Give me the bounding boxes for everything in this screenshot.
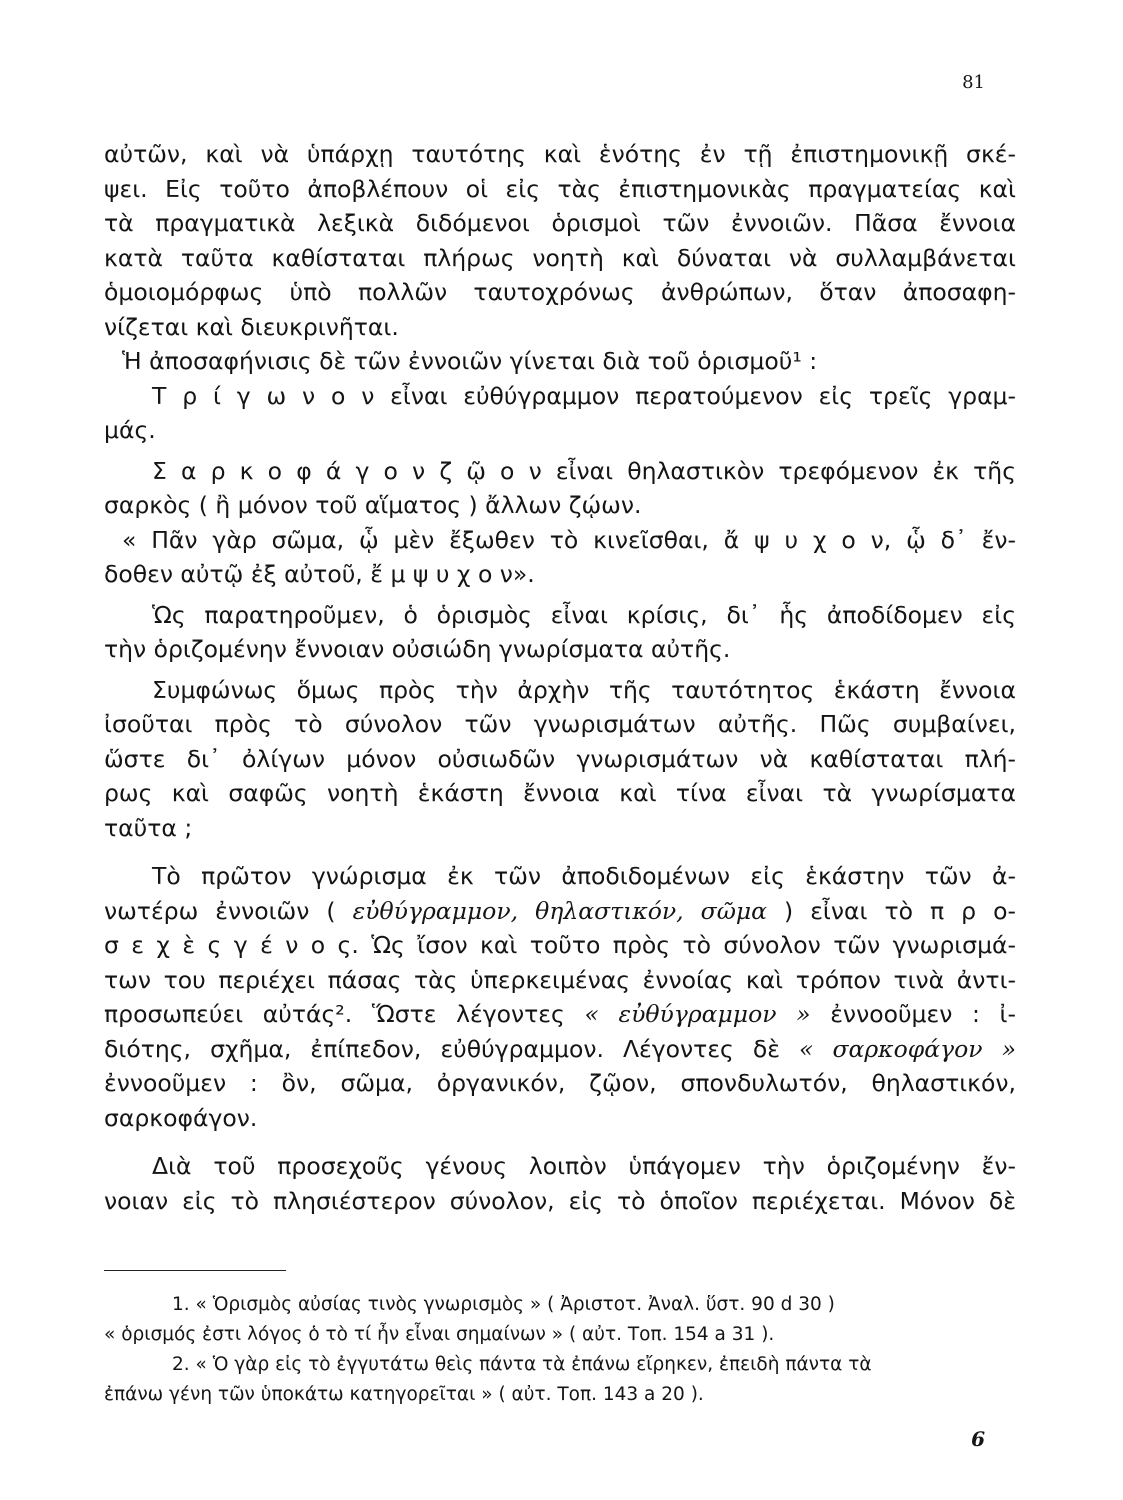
text-run: ἐννοοῦμεν : ἰ- [830, 1000, 1016, 1028]
quote-text: ». [512, 560, 535, 588]
text-line: σαρκοφάγον. [104, 1103, 258, 1132]
text-line: Συμφώνως ὅμως πρὸς τὴν ἀρχὴν τῆς ταυτότητος ἑκάστη ἔννοια [152, 675, 1016, 704]
text-line: αὐτῶν, καὶ νὰ ὑπάρχῃ ταυτότης καὶ ἑνότης ἐν τῇ ἐπιστημονικῇ σκέ- [104, 140, 1016, 168]
footnote-line: 1. « Ὁρισμὸς αὐσίας τινὸς γνωρισμὸς » ( Ἀριστοτ. Ἀναλ. ὕστ. 90 d 30 ) [172, 1294, 835, 1315]
quote-line [104, 523, 1016, 558]
italic-term: « σαρκοφάγον » [799, 1034, 1016, 1063]
italic-terms: εὐθύγραμμον, θηλαστικόν, σῶμα [352, 896, 768, 925]
footnote-line: ἐπάνω γένη τῶν ὑποκάτω κατηγορεῖται » ( αὐτ. Τοπ. 143 a 20 ). [104, 1384, 704, 1405]
definition-line: μάς. [104, 416, 156, 444]
text-line [104, 1032, 1016, 1067]
text-line: νίζεται καὶ διευκρινῆται. [104, 312, 399, 341]
quote-text: « Πᾶν γὰρ σῶμα, ᾧ μὲν ἔξωθεν τὸ κινεῖσθαι, [122, 525, 709, 554]
defined-term: Τ ρ ί γ ω ν ο ν [152, 381, 375, 410]
text-line: ταῦτα ; [104, 813, 193, 842]
spaced-term: ἄ ψ υ χ ο ν [723, 525, 884, 554]
footnote-rule [104, 1270, 286, 1271]
text-line: Τὸ πρῶτον γνώρισμα ἐκ τῶν ἀποδιδομένων εἰς ἑκάστην τῶν ἀ- [152, 862, 1016, 890]
footnote-line: « ὁρισμός ἐστι λόγος ὁ τὸ τί ἦν εἶναι σημαίνων » ( αὐτ. Τοπ. 154 a 31 ). [104, 1324, 775, 1345]
defined-term: Σ α ρ κ ο φ ά γ ο ν ζ ῷ ο ν [152, 456, 542, 485]
text-line: κατὰ ταῦτα καθίσταται πλήρως νοητὴ καὶ δύναται νὰ συλλαμβάνεται [104, 243, 1016, 272]
text-line: ψει. Εἰς τοῦτο ἀποβλέπουν οἱ εἰς τὰς ἐπιστημονικὰς πραγματείας καὶ [104, 174, 1016, 203]
definition-line [104, 379, 1016, 414]
text-run: ) εἶναι τὸ [784, 896, 913, 925]
text-line: τὰ πραγματικὰ λεξικὰ διδόμενοι ὁρισμοὶ τῶν ἐννοιῶν. Πᾶσα ἔννοια [104, 209, 1016, 237]
signature-mark: 6 [971, 1427, 985, 1451]
spaced-term: σ ε χ ὲ ς γ έ ν ο ς [104, 931, 352, 959]
text-line: Ἡ ἀποσαφήνισις δὲ τῶν ἐννοιῶν γίνεται διὰ τοῦ ὁρισμοῦ¹ : [122, 347, 818, 375]
text-run: προσωπεύει αὐτάς². Ὥστε λέγοντες [104, 1000, 565, 1028]
text-line: νοιαν εἰς τὸ πλησιέστερον σύνολον, εἰς τὸ ὁποῖον περιέχεται. Μόνον δὲ [104, 1186, 1016, 1215]
quote-text: , ᾧ δ᾿ ἔν- [883, 525, 1016, 554]
text-line [104, 894, 1016, 929]
spaced-term: π ρ ο- [930, 896, 1016, 925]
text-line [104, 928, 1016, 963]
text-line: Διὰ τοῦ προσεχοῦς γένους λοιπὸν ὑπάγομεν τὴν ὁριζομένην ἔν- [152, 1152, 1016, 1180]
text-line: τὴν ὁριζομένην ἔννοιαν οὐσιώδη γνωρίσματα αὐτῆς. [104, 635, 731, 663]
text-line: των του περιέχει πάσας τὰς ὑπερκειμένας ἐννοίας καὶ τρόπον τινὰ ἀντι- [104, 965, 1016, 994]
text-line: ὥστε δι᾿ ὀλίγων μόνον οὐσιωδῶν γνωρισμάτων νὰ καθίσταται πλή- [104, 744, 1016, 773]
spaced-term: ἔ μ ψ υ χ ο ν [370, 560, 513, 588]
text-run: διότης, σχῆμα, ἐπίπεδον, εὐθύγραμμον. Λέγοντες δὲ [104, 1034, 780, 1063]
quote-text: δοθεν αὐτῷ ἐξ αὐτοῦ, [104, 560, 363, 588]
text-line: ὁμοιομόρφως ὑπὸ πολλῶν ταυτοχρόνως ἀνθρώπων, ὅταν ἀποσαφη- [104, 278, 1016, 306]
footnote-line: 2. « Ὁ γὰρ εἰς τὸ ἐγγυτάτω θεὶς πάντα τὰ ἐπάνω εἴρηκεν, ἐπειδὴ πάντα τὰ [172, 1354, 872, 1375]
body-text [104, 137, 1016, 1218]
page-number: 81 [962, 72, 985, 93]
text-line: ἰσοῦται πρὸς τὸ σύνολον τῶν γνωρισμάτων αὐτῆς. Πῶς συμβαίνει, [104, 710, 1016, 738]
quote-line [104, 557, 1016, 592]
text-line [104, 997, 1016, 1032]
text-run: . Ὡς ἴσον καὶ τοῦτο πρὸς τὸ σύνολον τῶν γνωρισμά- [351, 931, 1016, 959]
text-line: ρως καὶ σαφῶς νοητὴ ἑκάστη ἔννοια καὶ τίνα εἶναι τὰ γνωρίσματα [104, 779, 1016, 807]
definition-line [104, 454, 1016, 489]
definition-text: εἶναι εὐθύγραμμον περατούμενον εἰς τρεῖς γραμ- [374, 381, 1016, 410]
footnotes [104, 1290, 1016, 1410]
text-line: ἐννοοῦμεν : ὂν, σῶμα, ὀργανικόν, ζῷον, σπονδυλωτόν, θηλαστικόν, [104, 1069, 1016, 1097]
text-line: Ὡς παρατηροῦμεν, ὁ ὁρισμὸς εἶναι κρίσις, δι᾿ ἧς ἀποδίδομεν εἰς [152, 600, 1016, 629]
definition-line: σαρκὸς ( ἢ μόνον τοῦ αἵματος ) ἄλλων ζῴων. [104, 491, 642, 519]
text-run: νωτέρω ἐννοιῶν ( [104, 896, 336, 925]
italic-term: « εὐθύγραμμον » [584, 1000, 811, 1028]
definition-text: εἶναι θηλαστικὸν τρεφόμενον ἐκ τῆς [541, 456, 1016, 485]
